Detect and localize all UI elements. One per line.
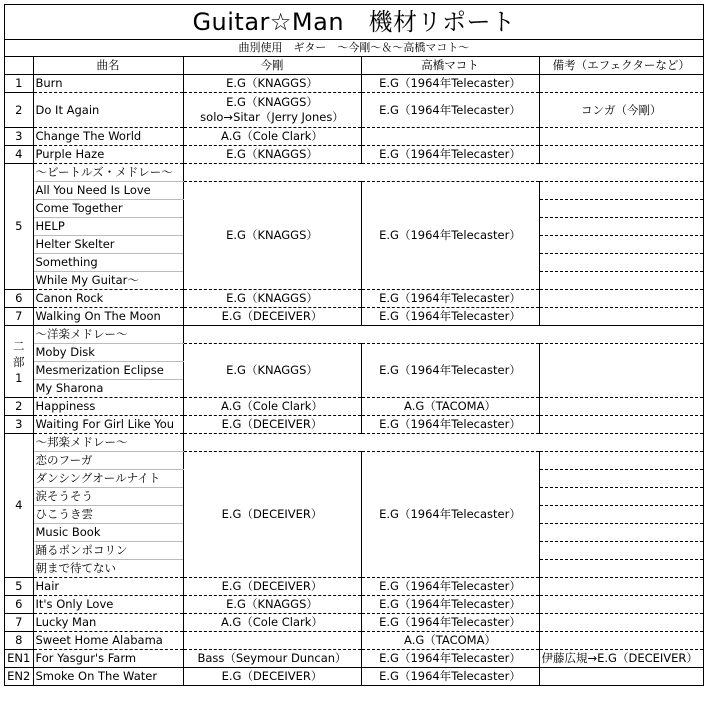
notes-cell bbox=[539, 506, 703, 524]
takahashi-guitar: E.G（1964年Telecaster） bbox=[361, 668, 539, 686]
notes-cell bbox=[539, 614, 703, 632]
imai-guitar: A.G（Cole Clark） bbox=[183, 614, 361, 632]
notes-cell bbox=[539, 632, 703, 650]
imai-guitar: E.G（KNAGGS） bbox=[183, 75, 361, 93]
song-number: 3 bbox=[5, 128, 33, 146]
song-title: Waiting For Girl Like You bbox=[33, 416, 183, 434]
equipment-table bbox=[5, 57, 703, 685]
takahashi-guitar: E.G（1964年Telecaster） bbox=[361, 308, 539, 326]
table-row bbox=[5, 75, 703, 93]
notes-cell bbox=[539, 236, 703, 254]
imai-guitar bbox=[183, 632, 361, 650]
medley-song: While My Guitar～ bbox=[33, 272, 183, 290]
song-number: 4 bbox=[5, 146, 33, 164]
takahashi-guitar: E.G（1964年Telecaster） bbox=[361, 452, 539, 578]
medley-row bbox=[5, 344, 703, 362]
notes-cell bbox=[539, 560, 703, 578]
takahashi-guitar: E.G（1964年Telecaster） bbox=[361, 578, 539, 596]
table-row bbox=[5, 308, 703, 326]
table-row bbox=[5, 578, 703, 596]
medley-song: 朝まで待てない bbox=[33, 560, 183, 578]
imai-guitar: E.G（KNAGGS） bbox=[183, 182, 361, 290]
song-number: 7 bbox=[5, 308, 33, 326]
table-row bbox=[5, 290, 703, 308]
song-number: 2 bbox=[5, 93, 33, 128]
medley-song: 踊るポンポコリン bbox=[33, 542, 183, 560]
song-title: Sweet Home Alabama bbox=[33, 632, 183, 650]
takahashi-guitar: E.G（1964年Telecaster） bbox=[361, 290, 539, 308]
medley-heading-row bbox=[5, 434, 703, 452]
takahashi-guitar: E.G（1964年Telecaster） bbox=[361, 614, 539, 632]
notes-cell bbox=[539, 542, 703, 560]
notes-cell bbox=[539, 596, 703, 614]
takahashi-guitar: A.G（TACOMA） bbox=[361, 632, 539, 650]
header-row bbox=[5, 57, 703, 75]
notes-cell bbox=[539, 290, 703, 308]
song-title: Walking On The Moon bbox=[33, 308, 183, 326]
medley-heading: ～邦楽メドレー～ bbox=[33, 434, 183, 452]
table-row bbox=[5, 632, 703, 650]
part2-label-a: 二 bbox=[13, 338, 25, 353]
notes-cell bbox=[539, 218, 703, 236]
medley-song: Something bbox=[33, 254, 183, 272]
song-number: 6 bbox=[5, 596, 33, 614]
song-title: Burn bbox=[33, 75, 183, 93]
song-number: 5 bbox=[5, 578, 33, 596]
imai-guitar: Bass（Seymour Duncan） bbox=[183, 650, 361, 668]
notes-cell bbox=[539, 344, 703, 398]
imai-guitar: E.G（DECEIVER） bbox=[183, 668, 361, 686]
table-row bbox=[5, 93, 703, 128]
table-row bbox=[5, 668, 703, 686]
table-row bbox=[5, 596, 703, 614]
imai-guitar: A.G（Cole Clark） bbox=[183, 128, 361, 146]
takahashi-guitar: E.G（1964年Telecaster） bbox=[361, 182, 539, 290]
song-title: Lucky Man bbox=[33, 614, 183, 632]
notes-cell bbox=[539, 308, 703, 326]
song-number: 6 bbox=[5, 290, 33, 308]
medley-row bbox=[5, 452, 703, 470]
table-row bbox=[5, 128, 703, 146]
medley-heading: ～ビートルズ・メドレー～ bbox=[33, 164, 183, 182]
song-number: 1 bbox=[5, 75, 33, 93]
song-title: For Yasgur's Farm bbox=[33, 650, 183, 668]
takahashi-guitar: E.G（1964年Telecaster） bbox=[361, 596, 539, 614]
part2-label-c: 1 bbox=[15, 370, 23, 385]
notes-cell bbox=[539, 470, 703, 488]
notes-cell bbox=[539, 200, 703, 218]
imai-guitar: E.G（KNAGGS） bbox=[183, 290, 361, 308]
imai-guitar: E.G（DECEIVER） bbox=[183, 308, 361, 326]
imai-guitar: E.G（DECEIVER） bbox=[183, 416, 361, 434]
table-row bbox=[5, 398, 703, 416]
medley-row bbox=[5, 182, 703, 200]
notes-cell bbox=[539, 452, 703, 470]
imai-guitar: E.G（DECEIVER） bbox=[183, 578, 361, 596]
medley-song: All You Need Is Love bbox=[33, 182, 183, 200]
notes-cell bbox=[539, 182, 703, 200]
takahashi-guitar: A.G（TACOMA） bbox=[361, 398, 539, 416]
song-title: Hair bbox=[33, 578, 183, 596]
medley-heading-span bbox=[183, 326, 703, 344]
imai-guitar-main: E.G（KNAGGS） bbox=[226, 95, 318, 109]
takahashi-guitar: E.G（1964年Telecaster） bbox=[361, 146, 539, 164]
medley-song: Helter Skelter bbox=[33, 236, 183, 254]
page-title: Guitar☆Man 機材リポート bbox=[5, 5, 703, 40]
imai-guitar bbox=[183, 93, 361, 128]
notes-cell bbox=[539, 272, 703, 290]
song-title: It's Only Love bbox=[33, 596, 183, 614]
table-row bbox=[5, 614, 703, 632]
song-number: EN2 bbox=[5, 668, 33, 686]
medley-heading-row bbox=[5, 326, 703, 344]
table-row bbox=[5, 650, 703, 668]
notes-cell bbox=[539, 75, 703, 93]
song-title: Happiness bbox=[33, 398, 183, 416]
header-song: 曲名 bbox=[33, 57, 183, 75]
song-title: Change The World bbox=[33, 128, 183, 146]
medley-song: Music Book bbox=[33, 524, 183, 542]
notes-cell bbox=[539, 128, 703, 146]
equipment-report-sheet bbox=[4, 4, 704, 686]
imai-guitar: E.G（KNAGGS） bbox=[183, 146, 361, 164]
song-number: 8 bbox=[5, 632, 33, 650]
imai-guitar: E.G（KNAGGS） bbox=[183, 344, 361, 398]
imai-guitar: E.G（KNAGGS） bbox=[183, 596, 361, 614]
notes-cell: 伊藤広規→E.G（DECEIVER） bbox=[539, 650, 703, 668]
medley-song: 恋のフーガ bbox=[33, 452, 183, 470]
header-imai: 今剛 bbox=[183, 57, 361, 75]
notes-cell bbox=[539, 254, 703, 272]
imai-guitar-solo: solo→Sitar（Jerry Jones） bbox=[200, 110, 344, 124]
header-takahashi: 高橋マコト bbox=[361, 57, 539, 75]
song-number: 4 bbox=[5, 434, 33, 578]
medley-heading: ～洋楽メドレー～ bbox=[33, 326, 183, 344]
notes-cell bbox=[539, 668, 703, 686]
song-title: Do It Again bbox=[33, 93, 183, 128]
takahashi-guitar: E.G（1964年Telecaster） bbox=[361, 344, 539, 398]
notes-cell bbox=[539, 416, 703, 434]
medley-song: My Sharona bbox=[33, 380, 183, 398]
medley-song: Moby Disk bbox=[33, 344, 183, 362]
imai-guitar: A.G（Cole Clark） bbox=[183, 398, 361, 416]
imai-guitar: E.G（DECEIVER） bbox=[183, 452, 361, 578]
takahashi-guitar: E.G（1964年Telecaster） bbox=[361, 416, 539, 434]
notes-cell bbox=[539, 578, 703, 596]
header-no bbox=[5, 57, 33, 75]
song-number: 3 bbox=[5, 416, 33, 434]
part2-label-b: 部 bbox=[13, 354, 25, 369]
medley-song: Mesmerization Eclipse bbox=[33, 362, 183, 380]
song-number: 5 bbox=[5, 164, 33, 290]
takahashi-guitar bbox=[361, 128, 539, 146]
medley-song: HELP bbox=[33, 218, 183, 236]
medley-heading-row bbox=[5, 164, 703, 182]
song-title: Smoke On The Water bbox=[33, 668, 183, 686]
medley-song: 涙そうそう bbox=[33, 488, 183, 506]
song-number: 2 bbox=[5, 398, 33, 416]
medley-heading-span bbox=[183, 434, 703, 452]
medley-song: ダンシングオールナイト bbox=[33, 470, 183, 488]
notes-cell: コンガ（今剛） bbox=[539, 93, 703, 128]
medley-heading-span bbox=[183, 164, 703, 182]
takahashi-guitar: E.G（1964年Telecaster） bbox=[361, 75, 539, 93]
song-number: EN1 bbox=[5, 650, 33, 668]
medley-song: Come Together bbox=[33, 200, 183, 218]
song-number: 7 bbox=[5, 614, 33, 632]
takahashi-guitar: E.G（1964年Telecaster） bbox=[361, 93, 539, 128]
song-title: Purple Haze bbox=[33, 146, 183, 164]
header-notes: 備考（エフェクターなど） bbox=[539, 57, 703, 75]
page-subtitle: 曲別使用 ギター ～今剛～＆～高橋マコト～ bbox=[5, 40, 703, 57]
notes-cell bbox=[539, 398, 703, 416]
medley-song: ひこうき雲 bbox=[33, 506, 183, 524]
part2-label bbox=[5, 326, 33, 398]
notes-cell bbox=[539, 488, 703, 506]
notes-cell bbox=[539, 524, 703, 542]
song-title: Canon Rock bbox=[33, 290, 183, 308]
table-row bbox=[5, 416, 703, 434]
takahashi-guitar: E.G（1964年Telecaster） bbox=[361, 650, 539, 668]
notes-cell bbox=[539, 146, 703, 164]
table-row bbox=[5, 146, 703, 164]
